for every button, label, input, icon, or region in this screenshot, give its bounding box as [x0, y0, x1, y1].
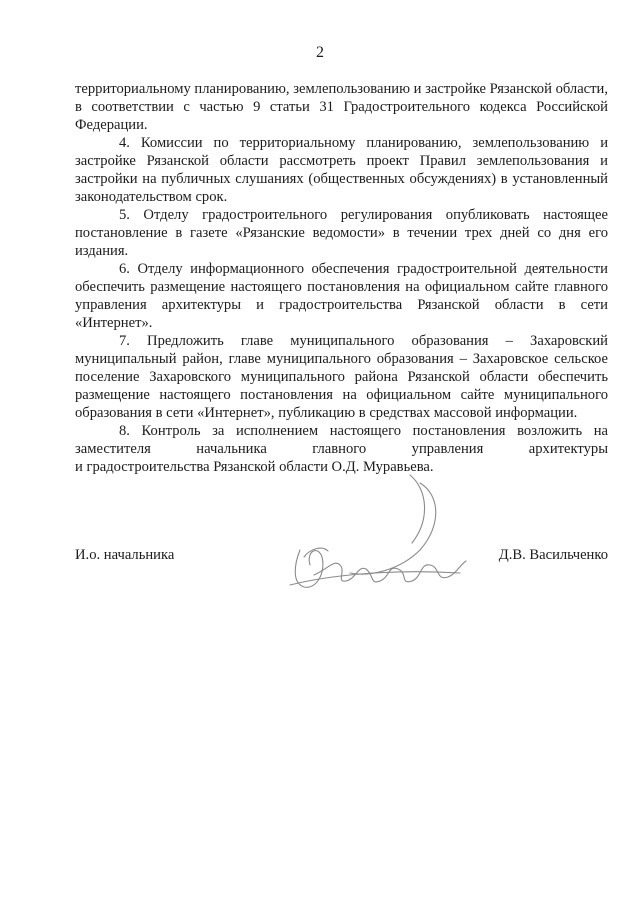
document-body	[75, 80, 608, 476]
paragraph-8-line-1: 8. Контроль за исполнением настоящего постановления возложить на заместителя начальника главного управления архитектуры	[75, 423, 608, 457]
paragraph-8-line-2: и градостроительства Рязанской области О.Д. Муравьева.	[75, 459, 434, 475]
paragraph-7: 7. Предложить главе муниципального образования – Захаровский муниципальный район, главе муниципального образования – Захаровское сельское поселение Захаровского муниципального района Рязанской области обеспечить размещение настоящего постановления на официальном сайте муниципального образования в сети «Интернет», публикацию в средствах массовой информации.	[75, 333, 608, 421]
paragraph-6: 6. Отделу информационного обеспечения градостроительной деятельности обеспечить размещение настоящего постановления на официальном сайте главного управления архитектуры и градостроительства Рязанской области в сети «Интернет».	[75, 261, 608, 331]
paragraph-5: 5. Отделу градостроительного регулирования опубликовать настоящее постановление в газете «Рязанские ведомости» в течении трех дней со дня его издания.	[75, 207, 608, 259]
signatory-name: Д.В. Васильченко	[498, 547, 608, 563]
page-number: 2	[316, 44, 324, 61]
paragraph-continued: территориальному планированию, землепользованию и застройке Рязанской области, в соответствии с частью 9 статьи 31 Градостроительного кодекса Российской Федерации.	[75, 81, 608, 133]
signature-block	[75, 543, 608, 567]
paragraph-4: 4. Комиссии по территориальному планированию, землепользованию и застройке Рязанской области рассмотреть проект Правил землепользования и застройки на публичных слушаниях (общественных обсуждениях) в установленный законодательством срок.	[75, 135, 608, 205]
signatory-title: И.о. начальника	[75, 547, 175, 563]
handwritten-signature	[270, 465, 480, 605]
